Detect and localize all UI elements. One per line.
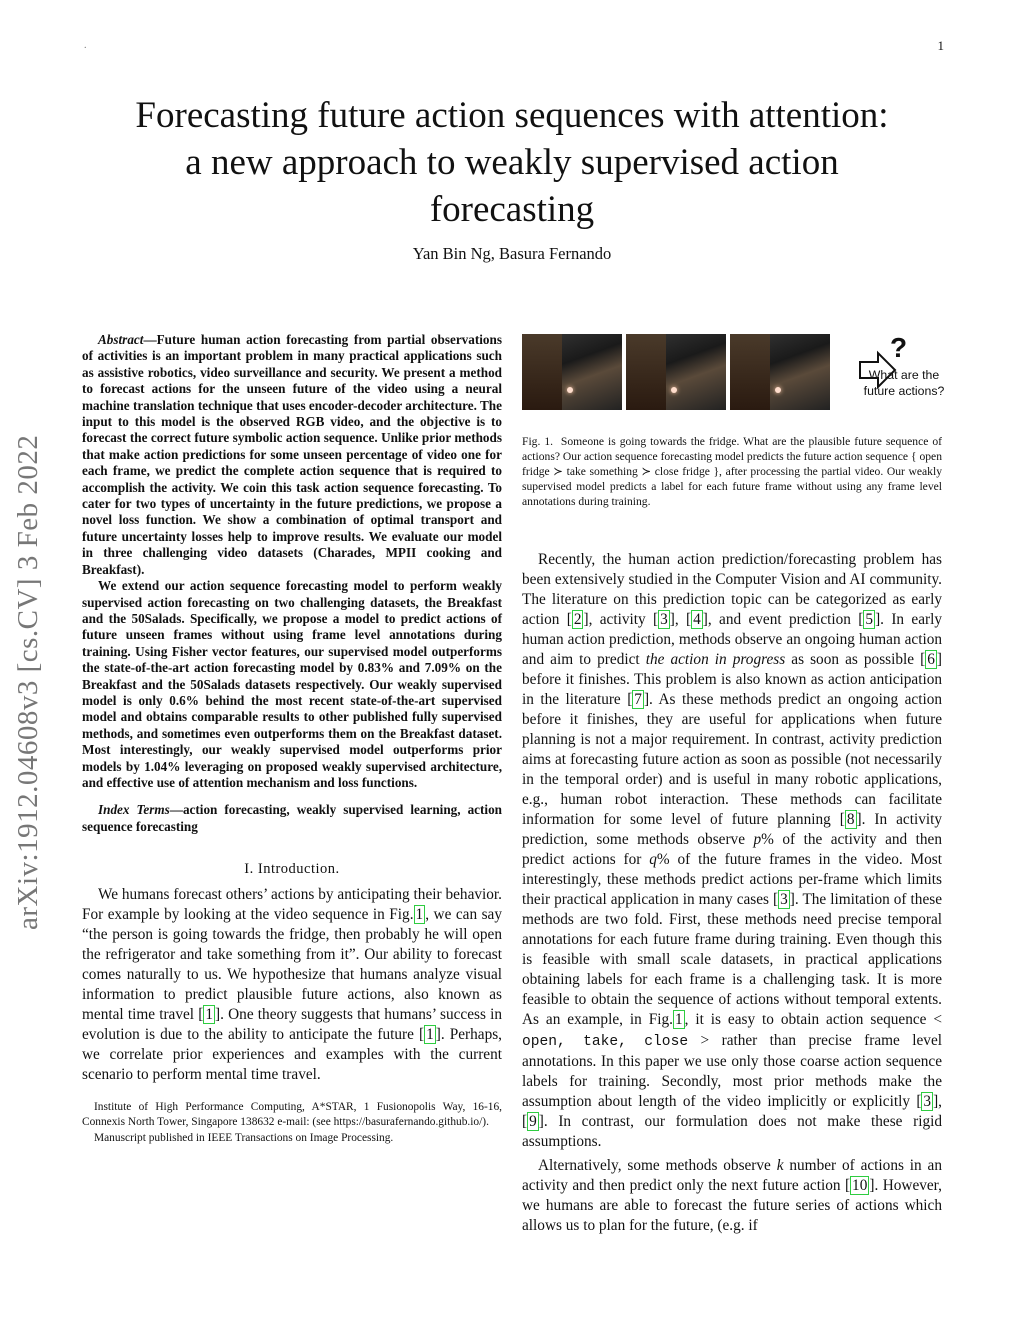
intro-text: ]. Perhaps, we correlate prior experiences and examples with the current scenario to perform mental time travel. (82, 1026, 502, 1084)
right-column (522, 550, 942, 1236)
body-text: ]. In contrast, our formulation does not make these rigid assumptions. (522, 1113, 942, 1150)
body-text: ]. In early human action prediction, methods observe an ongoing human action and aim to predict (522, 611, 942, 668)
intro-text: , we can say “the person is going towards the fridge, then probably he will open the refrigerator and take something from it”. Our ability to forecast comes naturally to us. We hypothesize that humans analyze visual information to predict plausible future actions, also known as mental time travel [ (82, 906, 502, 1024)
caption-label: Fig. 1. (522, 435, 554, 448)
publication-footnote: Manuscript published in IEEE Transactions on Image Processing. (94, 1132, 394, 1145)
citation-link[interactable]: 1 (205, 1006, 213, 1024)
math-variable: k (776, 1157, 784, 1174)
abstract-text-1: —Future human action forecasting from partial observations of activities is an important problem in many practical applications such as assistive robotics, video surveillance and security. We present a method to forecast actions for the unseen future of the video using a neural machine translation technique that uses encoder-decoder architecture. The input to this model is the observed RGB video, and the objective is to forecast the correct future symbolic action sequence. Unlike prior methods that make action predictions for some unseen percentage of video one for each frame, we predict the complete action sequence that is required to accomplish the activity. We coin this task action sequence forecasting. To cater for two types of uncertainty in the future predictions, we propose a novel loss function. We show a combination of optimal transport and future uncertainty losses help to improve results. We evaluate our model in three challenging video datasets (Charades, MPII cooking and Breakfast). (82, 332, 502, 577)
body-text: Alternatively, some methods observe (538, 1157, 777, 1174)
body-text: % of the activity and then predict actions for (522, 831, 942, 868)
figure-1 (522, 332, 952, 412)
citation-link[interactable]: 3 (780, 891, 788, 908)
citation-link[interactable]: 9 (529, 1113, 537, 1130)
title-line-2: a new approach to weakly supervised action (185, 142, 839, 183)
abstract-paragraph-1 (82, 332, 502, 578)
title-line-1: Forecasting future action sequences with attention: (135, 95, 889, 136)
math-symbol: > (700, 1032, 710, 1049)
abstract-label: Abstract (98, 332, 144, 347)
body-text: rather than precise frame level annotations. In this paper we use only those coarse action sequence labels for training. Secondly, most prior methods make the assumption about length of the video implicitly or explicitly [ (522, 1032, 942, 1110)
arxiv-identifier: arXiv:1912.04608v3 [cs.CV] 3 Feb 2022 (12, 434, 44, 930)
affiliation-footnote: Institute of High Performance Computing, A*STAR, 1 Fusionopolis Way, 16-16, Connexis North Tower, Singapore 138632 e-mail: (see https://basurafernando.github.io/). (82, 1101, 502, 1128)
intro-text: ]. One theory suggests that humans’ success in evolution is due to the ability to anticipate the future [ (82, 1006, 502, 1044)
math-variable: p (753, 831, 762, 848)
video-frame-image (626, 334, 726, 410)
body-text: ]. However, we humans are able to forecast the future series of actions which allows us to plan for the future, (e.g. if (522, 1177, 942, 1234)
caption-text: Someone is going towards the fridge. What are the plausible future sequence of actions? Our action sequence forecasting model predicts the future action sequence { open fridge ≻ take something ≻ close fridge }, after processing the partial video. Our weakly supervised model predicts a label for each future frame without using any frame level annotations during training. (522, 435, 942, 508)
paper-title (70, 92, 954, 233)
body-text: ]. The limitation of these methods are two fold. First, these methods need precise temporal annotations for each future frame during training. Even though this is feasible with small scale datasets, in practical applications obtaining labels for each frame is a challenging task. It is more feasible to obtain the sequence of actions without temporal extents. As an example, in Fig. (522, 891, 942, 1028)
body-text: , it is easy to obtain action sequence (684, 1011, 934, 1028)
index-terms-label: Index Terms (98, 802, 170, 818)
video-frame-image (522, 334, 622, 410)
left-column (82, 332, 502, 1148)
body-text: ]. In activity prediction, some methods observe (522, 811, 943, 848)
footnotes (82, 1100, 502, 1146)
question-mark: ? (890, 332, 908, 363)
citation-link[interactable]: 2 (573, 611, 582, 628)
math-symbol: < (933, 1011, 942, 1028)
citation-link[interactable]: 5 (865, 611, 874, 628)
emphasis-text: the action in progress (645, 651, 786, 668)
body-text: ] before it finishes. This problem is also known as action anticipation in the literature [ (522, 651, 942, 708)
body-text: % of the future frames in the video. Most interestingly, these methods predict actions per-frame which limits their practical application in many cases [ (522, 851, 943, 908)
citation-link[interactable]: 3 (660, 611, 668, 628)
index-terms-text: —action forecasting, weakly supervised learning, action sequence forecasting (82, 802, 502, 834)
body-text: ], activity [ (583, 611, 659, 628)
index-terms (82, 802, 502, 835)
title-line-3: forecasting (429, 189, 595, 230)
header-dot: . (84, 40, 87, 51)
citation-link[interactable]: 1 (426, 1026, 434, 1044)
citation-link[interactable]: 4 (693, 611, 701, 628)
body-text: ], and event prediction [ (702, 611, 864, 628)
intro-paragraph (82, 885, 502, 1085)
abstract (82, 332, 502, 791)
figure-reference-link[interactable]: 1 (415, 906, 424, 924)
page-number: 1 (937, 38, 944, 53)
math-variable: q (649, 851, 657, 868)
body-paragraph (522, 1156, 942, 1236)
citation-link[interactable]: 6 (927, 651, 935, 668)
citation-link[interactable]: 8 (846, 811, 855, 828)
intro-text: We humans forecast others’ actions by anticipating their behavior. For example by looking at the video sequence in Fig. (82, 886, 502, 924)
abstract-paragraph-2: We extend our action sequence forecasting model to perform weakly supervised action forecasting on two challenging datasets, the Breakfast and the 50Salads. Specifically, we propose a model to predict actions of future unseen frames without using frame level annotations during training. Using Fisher vector features, our supervised model outperforms the state-of-the-art action forecasting model by 0.83% and 7.09% on the Breakfast and the 50Salads datasets respectively. Our weakly supervised model is only 0.6% behind the most recent state-of-the-art supervised model and obtains comparable results to other published fully supervised methods, and sometimes even outperforms them on the Breakfast dataset. Most interestingly, our weakly supervised model outperforms prior models by 1.04% leveraging on proposed weakly supervised architecture, and effective use of attention mechanism and loss functions. (82, 578, 502, 790)
body-text: number of actions in an activity and then predict only the next future action [ (522, 1157, 942, 1194)
body-text: ], [ (522, 1093, 942, 1130)
body-text: as soon as possible [ (785, 651, 926, 668)
future-actions-question: What are the future actions? (863, 368, 945, 398)
section-heading-introduction: I. Introduction. (244, 861, 340, 878)
body-text: ], [ (669, 611, 692, 628)
authors: Yan Bin Ng, Basura Fernando (412, 244, 612, 263)
action-sequence-code: open, take, close (522, 1034, 689, 1050)
citation-link[interactable]: 3 (923, 1093, 932, 1110)
citation-link[interactable]: 10 (852, 1177, 868, 1194)
figure-reference-link[interactable]: 1 (674, 1011, 683, 1028)
body-text: ]. As these methods predict an ongoing action before it finishes, they are useful for applications when future planning is not a major requirement. In contrast, activity prediction aims at forecasting future action as soon as possible (not necessarily in the temporal order) and is useful in many robotic applications, e.g., human robot interaction. These methods can facilitate information for some level of future planning [ (522, 691, 942, 828)
citation-link[interactable]: 7 (634, 691, 642, 708)
figure-caption (522, 434, 942, 509)
body-paragraph (522, 550, 942, 1152)
video-frame-image (730, 334, 830, 410)
body-text: Recently, the human action prediction/forecasting problem has been extensively studied in the Computer Vision and AI community. The literature on this prediction topic can be categorized as early action [ (522, 551, 942, 628)
